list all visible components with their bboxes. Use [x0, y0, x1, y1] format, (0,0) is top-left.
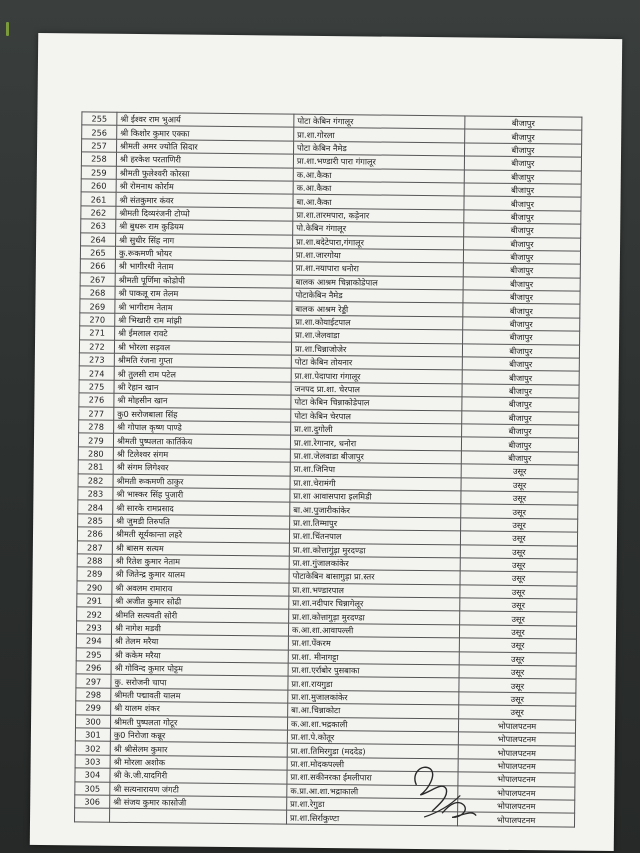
school-name-cell: प्रा.शा.सकीनरका ईमलीपारा [287, 770, 458, 785]
teacher-name-cell: श्री बुधरू राम कुडियम [116, 219, 293, 234]
school-name-cell: प्रा.शा.गोरला [294, 128, 465, 143]
serial-number-cell: 294 [76, 634, 111, 648]
serial-number-cell: 282 [78, 473, 113, 487]
serial-number-cell: 291 [77, 594, 112, 608]
school-name-cell: प्रा.शा.तिम्मापुर [290, 516, 461, 531]
serial-number-cell: 306 [75, 795, 110, 809]
block-name-cell: उसूर [459, 678, 576, 693]
school-name-cell: प्रा.शा.रेगुडा [287, 797, 458, 812]
block-name-cell: बीजापुर [462, 370, 579, 385]
serial-number-cell: 280 [78, 447, 113, 461]
teacher-name-cell: श्रीमती पद्मावती यालम [111, 688, 288, 703]
school-name-cell: प्रा.शा. मीनागट्टा [288, 650, 459, 665]
serial-number-cell: 289 [77, 567, 112, 581]
teacher-name-cell: श्री पाकलू राम तेलम [115, 286, 292, 301]
block-name-cell: बीजापुर [461, 437, 578, 452]
teacher-name-cell: श्री श्रीसेलम कुमार [110, 742, 287, 757]
teacher-name-cell: श्री संतकुमार कंवर [116, 193, 293, 208]
block-name-cell: भोपालपटनम [458, 732, 575, 747]
school-name-cell: प्रा.शा.पे.कोतूर [287, 730, 458, 745]
teacher-name-cell: श्री तेलम मरैया [111, 634, 288, 649]
block-name-cell: उसूर [459, 652, 576, 667]
teacher-name-cell: श्री मोरला अशोक [110, 755, 287, 770]
block-name-cell: उसूर [460, 531, 577, 546]
teacher-name-cell: श्री टिलेश्वर संगम [113, 447, 290, 462]
serial-number-cell: 278 [79, 420, 114, 434]
serial-number-cell: 266 [80, 259, 115, 273]
serial-number-cell: 299 [76, 701, 111, 715]
school-name-cell: प्रा.शा.बदेटेपारा,गंगालूर [293, 235, 464, 250]
block-name-cell: बीजापुर [463, 263, 580, 278]
school-name-cell: क.आ.शा.भद्रकाली [287, 717, 458, 732]
block-name-cell: बीजापुर [461, 451, 578, 466]
serial-number-cell: 297 [76, 674, 111, 688]
teacher-name-cell: श्री ककेम मरैया [111, 648, 288, 663]
teacher-name-cell: श्रीमती सूर्यकान्ता लहरे [112, 527, 289, 542]
serial-number-cell: 292 [77, 607, 112, 621]
teacher-roster-table [74, 111, 582, 827]
teacher-name-cell: श्रीमती पुष्पलता कार्तिकेय [113, 434, 290, 449]
serial-number-cell: 301 [75, 728, 110, 742]
serial-number-cell: 295 [76, 648, 111, 662]
teacher-name-cell: श्री भिखारी राम मांझी [115, 313, 292, 328]
serial-number-cell: 270 [80, 313, 115, 327]
school-name-cell: प्रा.शा.जिनिपा [290, 462, 461, 477]
block-name-cell: बीजापुर [463, 317, 580, 332]
serial-number-cell: 273 [79, 353, 114, 367]
block-name-cell: उसूर [459, 705, 576, 720]
school-name-cell: क.आ.शा.आवापल्ली [288, 623, 459, 638]
block-name-cell: उसूर [459, 692, 576, 707]
block-name-cell: बीजापुर [464, 236, 581, 251]
teacher-name-cell: श्री किशोर कुमार एक्का [117, 126, 294, 141]
teacher-name-cell: श्री अवलम रामाराव [112, 581, 289, 596]
school-name-cell: प्रा.शा.कोयाईटपाल [292, 315, 463, 330]
teacher-name-cell: श्री भोरला सड़वल [114, 340, 291, 355]
block-name-cell: बीजापुर [464, 156, 581, 171]
teacher-name-cell: श्री भास्कर सिंह पुजारी [113, 487, 290, 502]
serial-number-cell [75, 808, 110, 822]
serial-number-cell: 271 [80, 326, 115, 340]
school-name-cell: क.प्रा.आ.शा.भद्राकाली [287, 784, 458, 799]
teacher-name-cell: श्री मोहसीन खान [114, 393, 291, 408]
school-name-cell: क.आ.कैका [293, 181, 464, 196]
serial-number-cell: 264 [81, 232, 116, 246]
block-name-cell: बीजापुर [465, 129, 582, 144]
school-name-cell: पोटा केबिन तोयनार [291, 355, 462, 370]
roster-body [75, 112, 582, 827]
school-name-cell: प्रा.शा.भण्डारी पारा गंगालूर [293, 154, 464, 169]
block-name-cell: भोपालपटनम [458, 745, 575, 760]
serial-number-cell: 269 [80, 299, 115, 313]
school-name-cell: पोटा केबिन चेरपाल [291, 409, 462, 424]
school-name-cell: बा.आ.चिन्नाकोटा [288, 703, 459, 718]
school-name-cell: पो.केबिन गंगालूर [293, 221, 464, 236]
school-name-cell: प्रा.शा.मुजालकांकेर [288, 690, 459, 705]
serial-number-cell: 263 [81, 219, 116, 233]
serial-number-cell: 286 [77, 527, 112, 541]
school-name-cell: प्रा.शा.चिंतनपाल [289, 529, 460, 544]
serial-number-cell: 290 [77, 581, 112, 595]
serial-number-cell: 255 [82, 112, 117, 126]
school-name-cell: प्रा.शा.रायगुडा [288, 677, 459, 692]
school-name-cell: प्रा.शा.कोत्तागुड़ा मुरदण्डा [289, 610, 460, 625]
serial-number-cell: 259 [81, 165, 116, 179]
serial-number-cell: 277 [79, 407, 114, 421]
school-name-cell: प्रा.शा.रेगानार, धनोरा [290, 436, 461, 451]
teacher-name-cell: श्री गोविन्द कुमार पोट्टम [111, 661, 288, 676]
block-name-cell: उसूर [461, 504, 578, 519]
teacher-name-cell: श्री रेहान खान [114, 380, 291, 395]
block-name-cell: उसूर [461, 491, 578, 506]
school-name-cell: प्रा.शा.नदीपार चिन्नागेलूर [289, 596, 460, 611]
block-name-cell: बीजापुर [464, 210, 581, 225]
serial-number-cell: 304 [75, 768, 110, 782]
teacher-name-cell: श्री ईश्वर राम भुआर्य [117, 112, 294, 127]
teacher-name-cell: श्री गोपाल कृष्ण पाण्डे [114, 420, 291, 435]
block-name-cell: उसूर [460, 585, 577, 600]
block-name-cell: बीजापुर [464, 223, 581, 238]
document-sheet [30, 33, 622, 851]
school-name-cell: प्रा.शा.तारमपारा, कड़ेनार [293, 208, 464, 223]
teacher-name-cell: श्री तुलसी राम पटेल [114, 367, 291, 382]
teacher-name-cell: श्रीमती पुष्पलता गोटूर [110, 715, 287, 730]
teacher-name-cell: श्री नागेश मडवी [111, 621, 288, 636]
block-name-cell: उसूर [459, 625, 576, 640]
serial-number-cell: 305 [75, 781, 110, 795]
block-name-cell: भोपालपटनम [458, 759, 575, 774]
serial-number-cell: 256 [82, 125, 117, 139]
block-name-cell: बीजापुर [462, 411, 579, 426]
block-name-cell: बीजापुर [465, 143, 582, 158]
block-name-cell: बीजापुर [462, 344, 579, 359]
block-name-cell: बीजापुर [464, 169, 581, 184]
school-name-cell: प्रा.शा.जेलवाडा [292, 328, 463, 343]
school-name-cell: प्रा.शा.चेरामंगी [290, 476, 461, 491]
school-name-cell: प्रा.शा.पेंकरम [288, 636, 459, 651]
serial-number-cell: 298 [76, 688, 111, 702]
block-name-cell: बीजापुर [462, 384, 579, 399]
school-name-cell: प्रा.शा.गुंजालकांकेर [289, 556, 460, 571]
block-name-cell: उसूर [460, 558, 577, 573]
block-name-cell: उसूर [460, 544, 577, 559]
school-name-cell: प्रा.शा.सिर्राकुण्टा [286, 810, 457, 825]
school-name-cell: पोटा केबिन चिन्नाकोडेपाल [291, 395, 462, 410]
serial-number-cell: 265 [80, 246, 115, 260]
block-name-cell: बीजापुर [463, 303, 580, 318]
school-name-cell: प्रा.शा.एर्राबोर पुसबाका [288, 663, 459, 678]
block-name-cell: भोपालपटनम [458, 718, 575, 733]
teacher-name-cell: श्री जितेन्द्र कुमार यालम [112, 568, 289, 583]
school-name-cell: पोटाकेबिन बासागुड़ा प्रा.स्तर [289, 569, 460, 584]
school-name-cell: क.आ.कैका [293, 168, 464, 183]
teacher-name-cell: श्रीमति रंजना गुप्ता [114, 353, 291, 368]
block-name-cell: बीजापुर [463, 290, 580, 305]
school-name-cell: पोटा केबिन नैमेड [294, 141, 465, 156]
teacher-name-cell: श्री रोमनाथ कोर्राम [116, 179, 293, 194]
serial-number-cell: 281 [78, 460, 113, 474]
serial-number-cell: 279 [78, 433, 113, 447]
teacher-name-cell: श्री यालम शंकर [111, 701, 288, 716]
teacher-name-cell: श्री के.जी.यादगिरी [110, 768, 287, 783]
teacher-name-cell: श्रीमती फुलेश्वरी कोरसा [116, 166, 293, 181]
teacher-name-cell: श्रीमती अमर ज्योति सिदार [117, 139, 294, 154]
serial-number-cell: 288 [77, 554, 112, 568]
school-name-cell: प्रा.शा.मोदकपल्ली [287, 757, 458, 772]
serial-number-cell: 276 [79, 393, 114, 407]
school-name-cell: पोटाकेबिन नैमेड [292, 288, 463, 303]
serial-number-cell: 261 [81, 192, 116, 206]
block-name-cell: बीजापुर [462, 397, 579, 412]
school-name-cell: पोटा केबिन गंगालूर [294, 114, 465, 129]
teacher-name-cell: श्री अजीत कुमार सोढी [112, 594, 289, 609]
block-name-cell: भोपालपटनम [458, 772, 575, 787]
school-name-cell: जनपद प्रा.शा. चेरपाल [291, 382, 462, 397]
block-name-cell: उसूर [459, 638, 576, 653]
serial-number-cell: 283 [78, 487, 113, 501]
serial-number-cell: 285 [78, 514, 113, 528]
school-name-cell: प्रा.शा.दुगोली [291, 422, 462, 437]
school-name-cell: बालक आश्रम चिन्नाकोडेपाल [292, 275, 463, 290]
teacher-name-cell: कु0 सरोजबाला सिंह [114, 407, 291, 422]
teacher-name-cell: श्री भागीरथी नेताम [115, 260, 292, 275]
block-name-cell: भोपालपटनम [457, 812, 574, 827]
signature-mark [402, 755, 483, 826]
teacher-name-cell: श्री भागीराम नेताम [115, 300, 292, 315]
serial-number-cell: 293 [76, 621, 111, 635]
teacher-name-cell: श्री सारके रामप्रसाद [113, 501, 290, 516]
teacher-name-cell: कु.रूकमणी भोयर [115, 246, 292, 261]
serial-number-cell: 267 [80, 273, 115, 287]
block-name-cell: उसूर [460, 598, 577, 613]
teacher-name-cell: श्रीमती रूकमणी ठाकुर [113, 474, 290, 489]
serial-number-cell: 262 [81, 206, 116, 220]
school-name-cell: प्रा.शा.भण्डारपाल [289, 583, 460, 598]
teacher-name-cell [110, 809, 287, 824]
school-name-cell: प्रा.शा.चिन्नाजोजेर [291, 342, 462, 357]
block-name-cell: उसूर [461, 518, 578, 533]
teacher-name-cell: कु. सरोजनी चापा [111, 675, 288, 690]
teacher-name-cell: श्री संगम लिगेश्वर [113, 460, 290, 475]
serial-number-cell: 257 [82, 139, 117, 153]
block-name-cell: बीजापुर [462, 424, 579, 439]
block-name-cell: बीजापुर [463, 277, 580, 292]
serial-number-cell: 272 [79, 340, 114, 354]
serial-number-cell: 303 [75, 755, 110, 769]
serial-number-cell: 300 [75, 714, 110, 728]
serial-number-cell: 260 [81, 179, 116, 193]
school-name-cell: प्रा.शा.पेदापारा गंगालूर [291, 369, 462, 384]
block-name-cell: बीजापुर [465, 116, 582, 131]
block-name-cell: उसूर [460, 571, 577, 586]
block-name-cell: भोपालपटनम [458, 785, 575, 800]
teacher-name-cell: श्रीमती दिव्यरंजनी टोप्पो [116, 206, 293, 221]
serial-number-cell: 268 [80, 286, 115, 300]
teacher-name-cell: श्री जुमडी तिरुपति [113, 514, 290, 529]
school-name-cell: प्रा.शा आवासपारा इलमिडी [290, 489, 461, 504]
serial-number-cell: 258 [81, 152, 116, 166]
serial-number-cell: 284 [78, 500, 113, 514]
block-name-cell: बीजापुर [463, 330, 580, 345]
school-name-cell: प्रा.शा.नयापारा धनोरा [292, 261, 463, 276]
school-name-cell: प्रा.शा.तिमिरगुडा (मददेड) [287, 743, 458, 758]
teacher-name-cell: श्री संजय कुमार कासोजी [110, 795, 287, 810]
teacher-name-cell: श्री हरकेश परताणिरी [116, 152, 293, 167]
block-name-cell: भोपालपटनम [458, 799, 575, 814]
school-name-cell: प्रा.शा.कोत्तागुंड़ा मुरदण्डा [289, 543, 460, 558]
teacher-name-cell: श्री बासम सत्यम [112, 541, 289, 556]
block-name-cell: उसूर [460, 611, 577, 626]
block-name-cell: उसूर [459, 665, 576, 680]
serial-number-cell: 274 [79, 366, 114, 380]
block-name-cell: उसूर [461, 464, 578, 479]
teacher-name-cell: श्रीमति सत्यवती सोरी [112, 608, 289, 623]
block-name-cell: बीजापुर [463, 250, 580, 265]
block-name-cell: बीजापुर [464, 196, 581, 211]
serial-number-cell: 302 [75, 741, 110, 755]
block-name-cell: बीजापुर [462, 357, 579, 372]
serial-number-cell: 287 [77, 540, 112, 554]
block-name-cell: बीजापुर [464, 183, 581, 198]
serial-number-cell: 296 [76, 661, 111, 675]
school-name-cell: प्रा.शा.जारगोया [292, 248, 463, 263]
school-name-cell: प्रा.शा.जेलवाडा बीजापुर [290, 449, 461, 464]
teacher-name-cell: श्रीमती पूर्णिमा कोडोपी [115, 273, 292, 288]
background-object [6, 22, 9, 36]
school-name-cell: बालक आश्रम रेड्डी [292, 302, 463, 317]
school-name-cell: बा.आ.पुजारीकांकेर [290, 502, 461, 517]
teacher-name-cell: श्री ईमलाल रावटे [115, 327, 292, 342]
teacher-name-cell: श्री रितेश कुमार नेताम [112, 554, 289, 569]
serial-number-cell: 275 [79, 380, 114, 394]
teacher-name-cell: श्री सत्यनारायण जंगटी [110, 782, 287, 797]
block-name-cell: उसूर [461, 477, 578, 492]
teacher-name-cell: श्री सुधीर सिंह नाग [116, 233, 293, 248]
school-name-cell: बा.आ.कैका [293, 194, 464, 209]
teacher-name-cell: कु0 निरोजा कन्नूर [110, 728, 287, 743]
